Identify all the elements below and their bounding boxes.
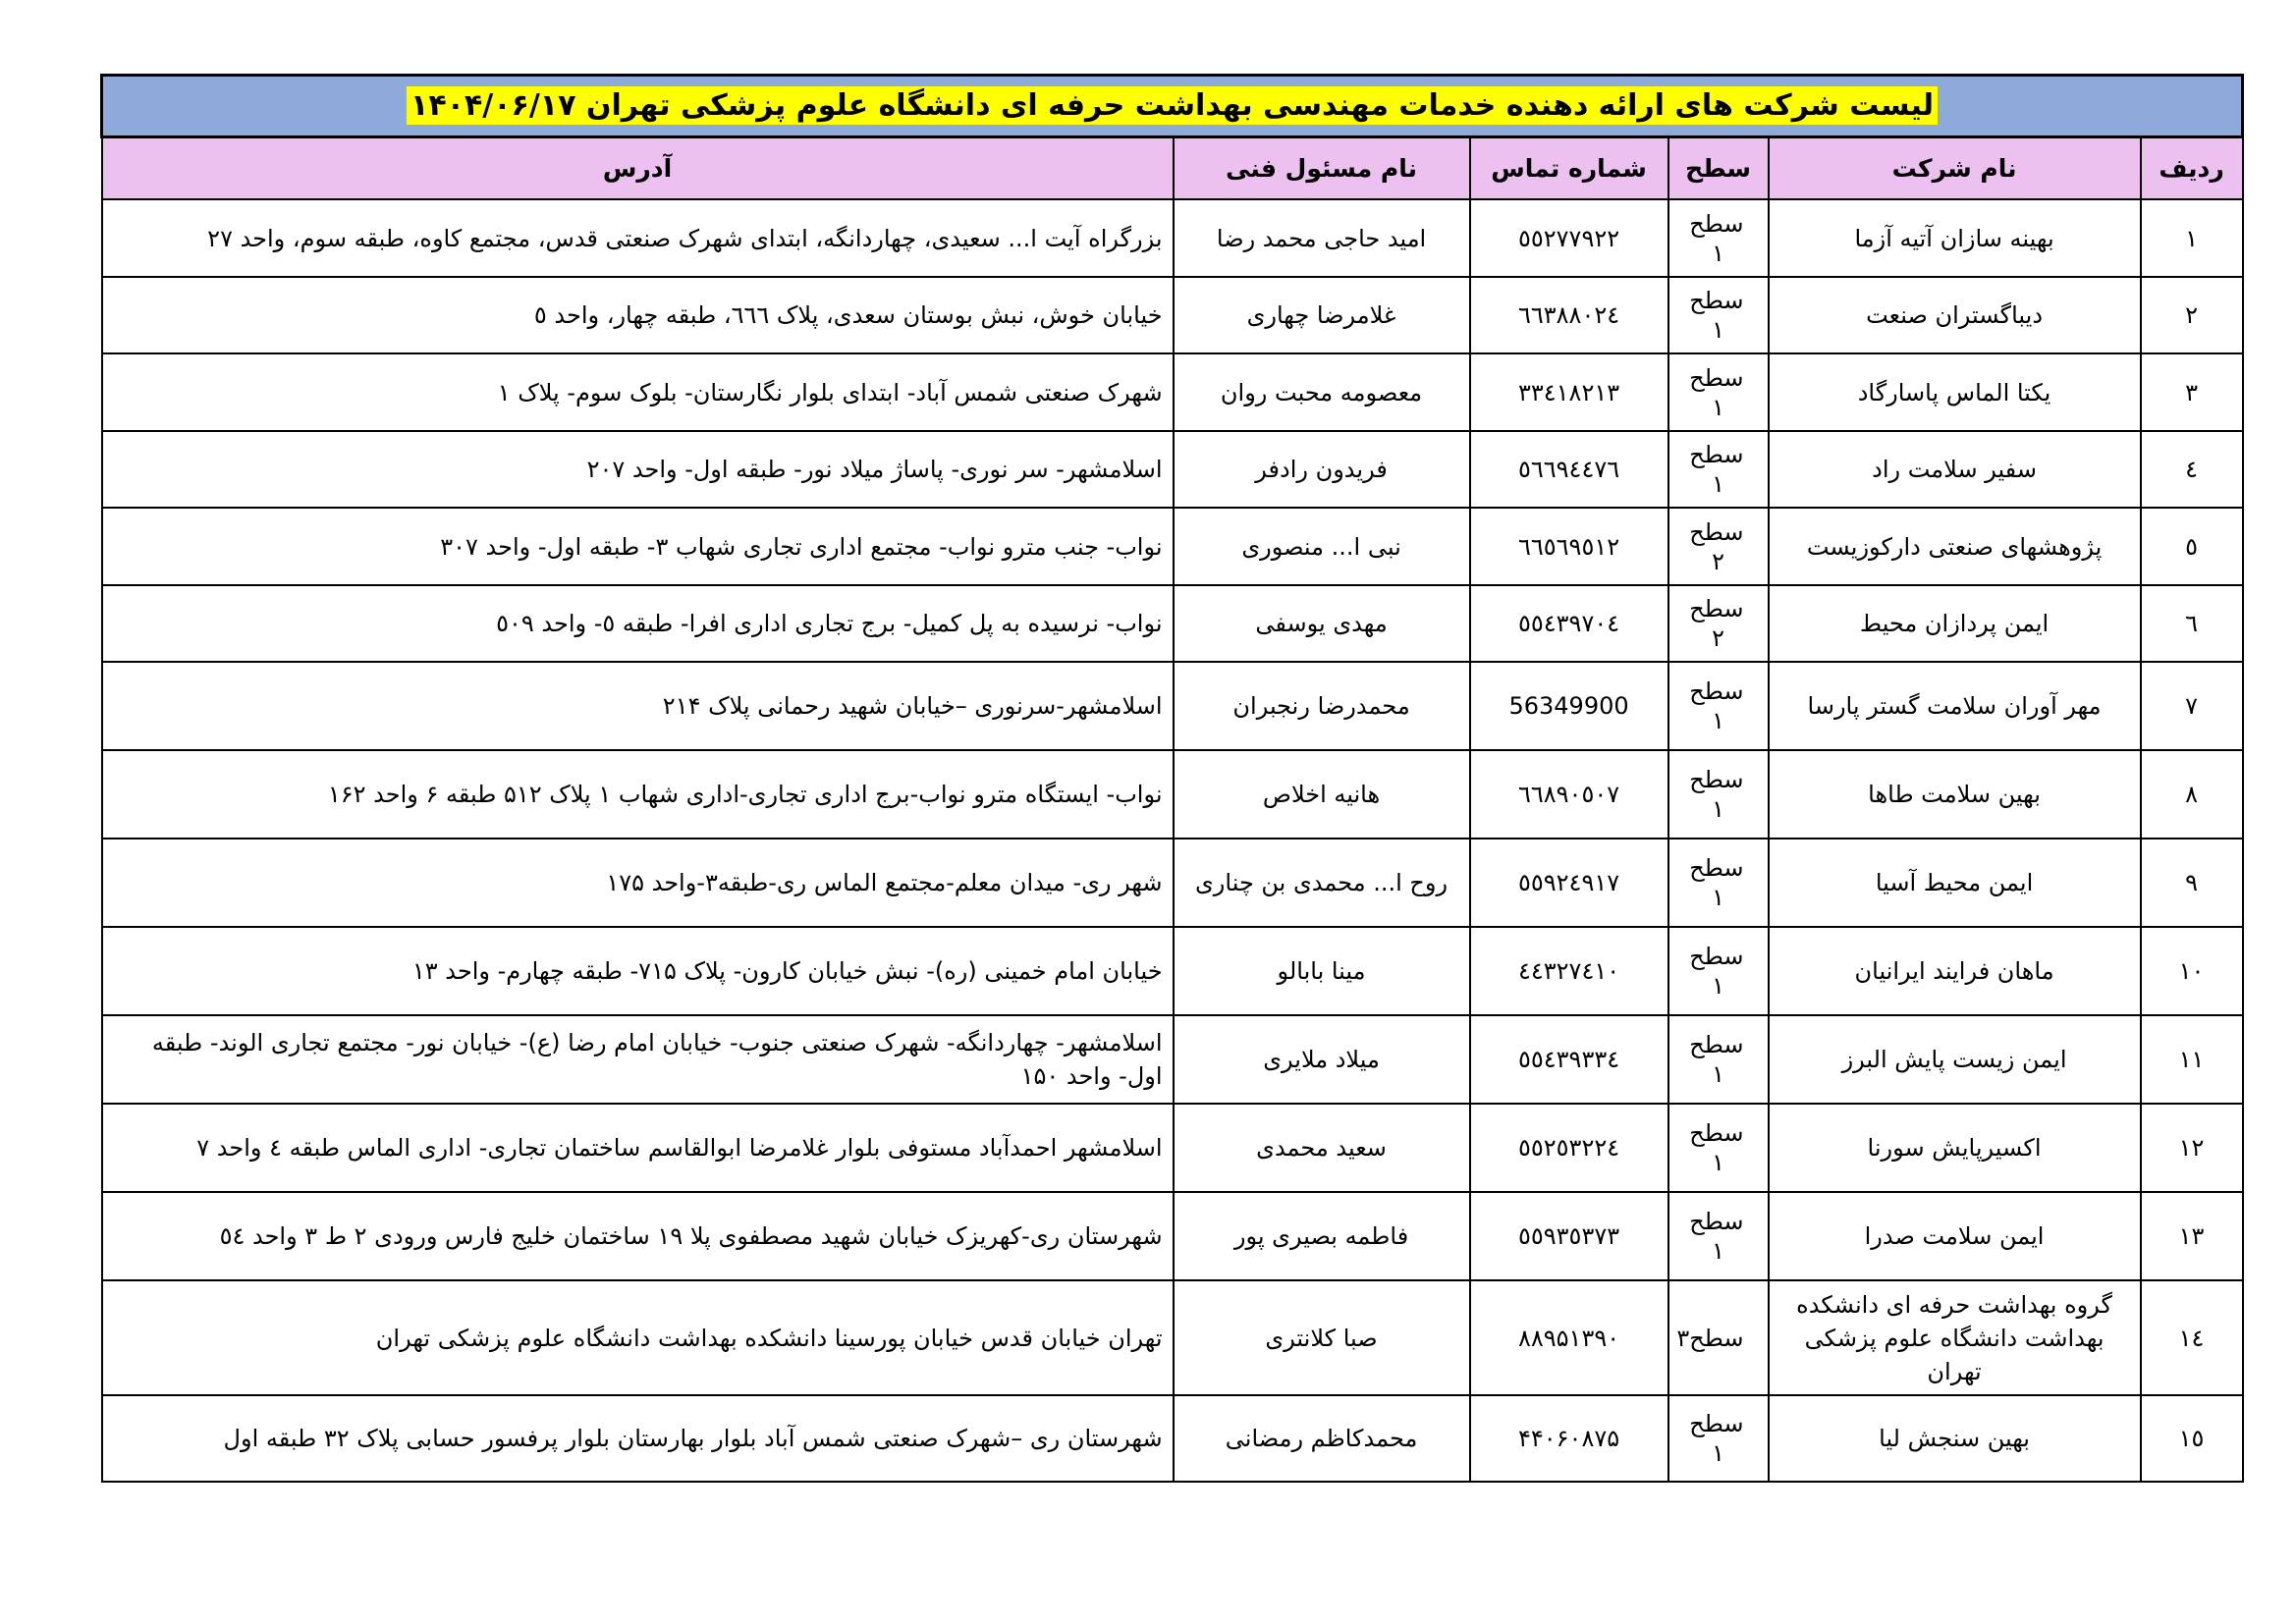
company-cell: ماهان فرایند ایرانیان: [1769, 927, 2141, 1015]
phone-cell: ٥٥٤٣٩٣٣٤: [1470, 1015, 1668, 1104]
phone-cell: ٥٥٩٢٤٩١٧: [1470, 839, 1668, 927]
address-cell: نواب- نرسیده به پل کمیل- برج تجاری اداری افرا- طبقه ٥- واحد ٥٠٩: [102, 585, 1174, 662]
address-cell: شهر ری- میدان معلم-مجتمع الماس ری-طبقه۳-واحد ۱۷۵: [102, 839, 1174, 927]
address-cell: شهرک صنعتی شمس آباد- ابتدای بلوار نگارستان- بلوک سوم- پلاک ۱: [102, 353, 1174, 431]
address-cell: اسلامشهر- سر نوری- پاساژ میلاد نور- طبقه اول- واحد ۲۰۷: [102, 431, 1174, 508]
row-number-cell: ٤: [2141, 431, 2243, 508]
row-number-cell: ۸: [2141, 750, 2243, 839]
table-row: [102, 927, 2243, 1015]
level-cell: سطح ۱: [1668, 1192, 1769, 1280]
level-cell: سطح ۱: [1668, 927, 1769, 1015]
companies-table: [100, 74, 2244, 1483]
tech-manager-cell: صبا کلانتری: [1174, 1280, 1470, 1395]
level-cell: سطح ۱: [1668, 199, 1769, 277]
address-cell: اسلامشهر- چهاردانگه- شهرک صنعتی جنوب- خیابان امام رضا (ع)- خیابان نور- مجتمع تجاری الوند- طبقه اول- واحد ۱۵۰: [102, 1015, 1174, 1104]
table-row: [102, 585, 2243, 662]
tech-manager-cell: محمدرضا رنجبران: [1174, 662, 1470, 750]
address-cell: بزرگراه آیت ا... سعیدی، چهاردانگه، ابتدای شهرک صنعتی قدس، مجتمع کاوه، طبقه سوم، واحد ۲۷: [102, 199, 1174, 277]
phone-cell: ۴۴۰۶۰۸۷۵: [1470, 1395, 1668, 1482]
table-row: [102, 277, 2243, 353]
tech-manager-cell: روح ا... محمدی بن چناری: [1174, 839, 1470, 927]
address-cell: نواب- ایستگاه مترو نواب-برج اداری تجاری-اداری شهاب ۱ پلاک ۵۱۲ طبقه ۶ واحد ۱۶۲: [102, 750, 1174, 839]
phone-cell: ٣٣٤١٨٢١٣: [1470, 353, 1668, 431]
tech-manager-cell: سعید محمدی: [1174, 1104, 1470, 1192]
phone-cell: ٥٥٢٧٧٩٢٢: [1470, 199, 1668, 277]
level-cell: سطح ۲: [1668, 585, 1769, 662]
company-cell: بهینه سازان آتیه آزما: [1769, 199, 2141, 277]
company-cell: ایمن محیط آسیا: [1769, 839, 2141, 927]
header-level: سطح: [1668, 137, 1769, 200]
phone-cell: ٥٥٤٣٩٧٠٤: [1470, 585, 1668, 662]
phone-cell: ٥٥٩٣٥٣٧٣: [1470, 1192, 1668, 1280]
row-number-cell: ۳: [2141, 353, 2243, 431]
company-cell: ایمن پردازان محیط: [1769, 585, 2141, 662]
table-row: [102, 431, 2243, 508]
company-cell: گروه بهداشت حرفه ای دانشکده بهداشت دانشگاه علوم پزشکی تهران: [1769, 1280, 2141, 1395]
address-cell: اسلامشهر-سرنوری –خیابان شهید رحمانی پلاک ۲۱۴: [102, 662, 1174, 750]
header-row-number: ردیف: [2141, 137, 2243, 200]
address-cell: اسلامشهر احمدآباد مستوفی بلوار غلامرضا ابوالقاسم ساختمان تجاری- اداری الماس طبقه ٤ واحد ۷: [102, 1104, 1174, 1192]
table-row: [102, 1192, 2243, 1280]
table-row: [102, 199, 2243, 277]
table-row: [102, 662, 2243, 750]
header-address: آدرس: [102, 137, 1174, 200]
row-number-cell: ٦: [2141, 585, 2243, 662]
phone-cell: ٤٤٣٢٧٤١٠: [1470, 927, 1668, 1015]
tech-manager-cell: مهدی یوسفی: [1174, 585, 1470, 662]
level-cell: سطح ۱: [1668, 277, 1769, 353]
phone-cell: ٦٦٥٦٩٥١٢: [1470, 508, 1668, 585]
company-cell: یکتا الماس پاسارگاد: [1769, 353, 2141, 431]
header-phone: شماره تماس: [1470, 137, 1668, 200]
level-cell: سطح ۱: [1668, 1015, 1769, 1104]
row-number-cell: ۱۱: [2141, 1015, 2243, 1104]
table-row: [102, 1015, 2243, 1104]
table-row: [102, 1395, 2243, 1482]
company-cell: سفیر سلامت راد: [1769, 431, 2141, 508]
address-cell: خیابان امام خمینی (ره)- نبش خیابان کارون- پلاک ۷۱۵- طبقه چهارم- واحد ۱۳: [102, 927, 1174, 1015]
level-cell: سطح ۱: [1668, 431, 1769, 508]
title-cell: [102, 76, 2243, 137]
level-cell: سطح ۱: [1668, 353, 1769, 431]
level-cell: سطح ۱: [1668, 839, 1769, 927]
tech-manager-cell: هانیه اخلاص: [1174, 750, 1470, 839]
phone-cell: ٥٥٢٥٣٢٢٤: [1470, 1104, 1668, 1192]
tech-manager-cell: فریدون رادفر: [1174, 431, 1470, 508]
row-number-cell: ۱۰: [2141, 927, 2243, 1015]
table-row: [102, 1280, 2243, 1395]
phone-cell: ٥٦٦٩٤٤٧٦: [1470, 431, 1668, 508]
address-cell: خیابان خوش، نبش بوستان سعدی، پلاک ٦٦٦، طبقه چهار، واحد ٥: [102, 277, 1174, 353]
tech-manager-cell: غلامرضا چهاری: [1174, 277, 1470, 353]
company-cell: بهین سنجش لیا: [1769, 1395, 2141, 1482]
table-row: [102, 839, 2243, 927]
address-cell: نواب- جنب مترو نواب- مجتمع اداری تجاری شهاب ۳- طبقه اول- واحد ۳۰۷: [102, 508, 1174, 585]
row-number-cell: ۲: [2141, 277, 2243, 353]
company-cell: دیباگستران صنعت: [1769, 277, 2141, 353]
tech-manager-cell: محمدکاظم رمضانی: [1174, 1395, 1470, 1482]
address-cell: تهران خیابان قدس خیابان پورسینا دانشکده بهداشت دانشگاه علوم پزشکی تهران: [102, 1280, 1174, 1395]
table-row: [102, 1104, 2243, 1192]
header-tech-manager: نام مسئول فنی: [1174, 137, 1470, 200]
table-row: [102, 508, 2243, 585]
row-number-cell: ۱۲: [2141, 1104, 2243, 1192]
address-cell: شهرستان ری –شهرک صنعتی شمس آباد بلوار بهارستان بلوار پرفسور حسابی پلاک ۳۲ طبقه اول: [102, 1395, 1174, 1482]
level-cell: سطح ۱: [1668, 1104, 1769, 1192]
tech-manager-cell: مینا بابالو: [1174, 927, 1470, 1015]
phone-cell: 56349900: [1470, 662, 1668, 750]
row-number-cell: ۱٤: [2141, 1280, 2243, 1395]
table-row: [102, 353, 2243, 431]
phone-cell: ٦٦٣٨٨٠٢٤: [1470, 277, 1668, 353]
page-title: لیست شرکت های ارائه دهنده خدمات مهندسی بهداشت حرفه ای دانشگاه علوم پزشکی تهران ۱۴۰۴/۰۶/۱۷: [407, 86, 1938, 125]
company-cell: مهر آوران سلامت گستر پارسا: [1769, 662, 2141, 750]
company-cell: اکسیرپایش سورنا: [1769, 1104, 2141, 1192]
level-cell: سطح ۱: [1668, 750, 1769, 839]
table-row: [102, 750, 2243, 839]
row-number-cell: ٥: [2141, 508, 2243, 585]
level-cell: سطح۳: [1668, 1280, 1769, 1395]
company-cell: بهین سلامت طاها: [1769, 750, 2141, 839]
row-number-cell: ۹: [2141, 839, 2243, 927]
title-row: [102, 76, 2243, 137]
level-cell: سطح ۲: [1668, 508, 1769, 585]
company-cell: پژوهشهای صنعتی دارکوزیست: [1769, 508, 2141, 585]
header-row: [102, 137, 2243, 200]
phone-cell: ٦٦٨٩٠٥٠٧: [1470, 750, 1668, 839]
company-cell: ایمن سلامت صدرا: [1769, 1192, 2141, 1280]
row-number-cell: ۱۳: [2141, 1192, 2243, 1280]
phone-cell: ۸۸۹۵۱۳۹۰: [1470, 1280, 1668, 1395]
level-cell: سطح ۱: [1668, 1395, 1769, 1482]
address-cell: شهرستان ری-کهریزک خیابان شهید مصطفوی پلا ۱۹ ساختمان خلیج فارس ورودی ۲ ط ۳ واحد ٥٤: [102, 1192, 1174, 1280]
row-number-cell: ۷: [2141, 662, 2243, 750]
tech-manager-cell: معصومه محبت روان: [1174, 353, 1470, 431]
tech-manager-cell: فاطمه بصیری پور: [1174, 1192, 1470, 1280]
tech-manager-cell: امید حاجی محمد رضا: [1174, 199, 1470, 277]
row-number-cell: ۱: [2141, 199, 2243, 277]
row-number-cell: ۱٥: [2141, 1395, 2243, 1482]
header-company: نام شرکت: [1769, 137, 2141, 200]
company-cell: ایمن زیست پایش البرز: [1769, 1015, 2141, 1104]
tech-manager-cell: نبی ا... منصوری: [1174, 508, 1470, 585]
level-cell: سطح ۱: [1668, 662, 1769, 750]
tech-manager-cell: میلاد ملایری: [1174, 1015, 1470, 1104]
